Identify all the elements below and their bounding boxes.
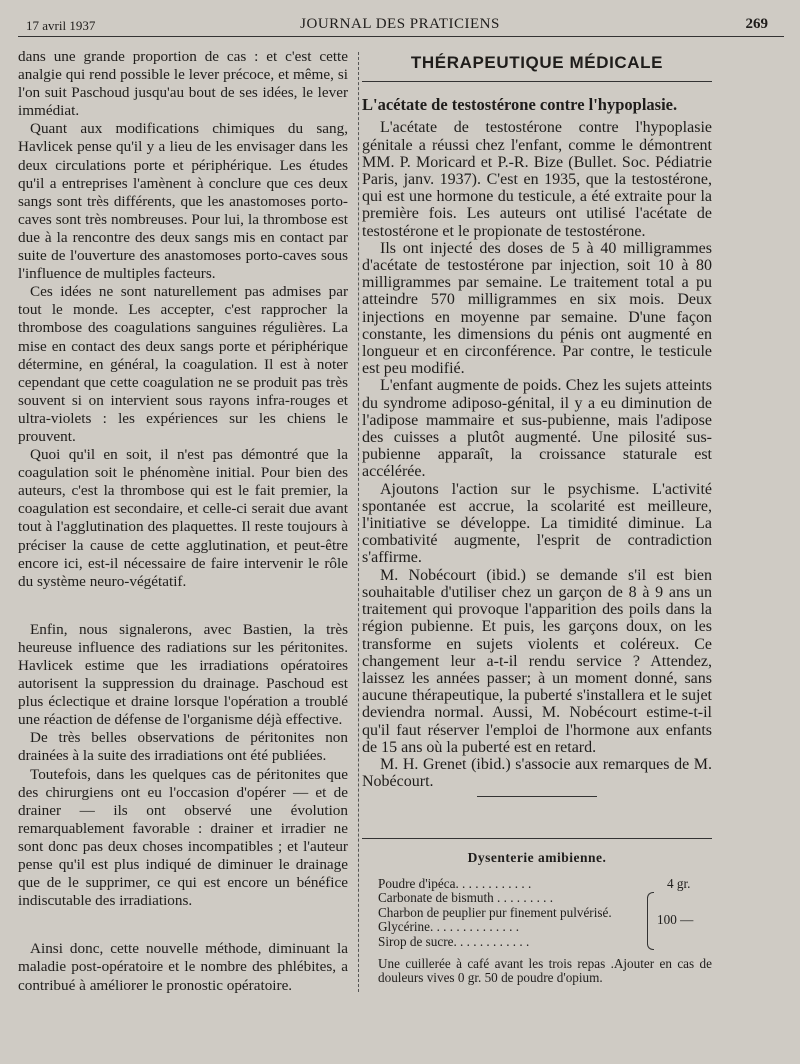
prescription-note: Une cuillerée à café avant les trois repas .Ajouter en cas de douleurs vives 0 gr. 50 de poudre d'opium. (378, 955, 712, 986)
left-paragraph: Toutefois, dans les quelques cas de péritonites que des chirurgiens ont eu l'occasion d'opérer — et de drainer — ils ont observé une évolution remarquablement favorable : drainer et irradier ne sont donc pas deux choses incompatibles ; et l'auteur pense qu'il est plus indiqué de diminuer le drainage que de le supprimer, ce qui est encore un bénéfice indiscutable des irradiations. (18, 765, 348, 910)
right-paragraph: M. H. Grenet (ibid.) s'associe aux remarques de M. Nobécourt. (362, 755, 712, 791)
article-end-rule (477, 796, 597, 797)
left-paragraph: Ainsi donc, cette nouvelle méthode, diminuant la maladie post-opératoire et le nombre des phlébites, a contribué à améliorer le pronostic opératoire. (18, 940, 348, 994)
right-column (362, 54, 712, 797)
right-paragraph: L'enfant augmente de poids. Chez les sujets atteints du syndrome adiposo-génital, il y a eu diminution de l'adipose mammaire et sus-pubienne, mais l'adipose des cuisses a plutôt augmenté. Une pilosité sus-pubienne apparaît, la croissance staturale est accélérée. (362, 377, 712, 481)
left-column (18, 48, 348, 995)
prescription-box (362, 838, 712, 986)
left-paragraph: dans une grande proportion de cas : et c'est cette analgie qui rend possible le lever précoce, et même, si l'on suit Paschoud jusqu'au bout de ses idées, le lever immédiat. (18, 48, 348, 120)
quantity-ipeca: 4 gr. (667, 875, 691, 891)
page-number: 269 (745, 16, 768, 32)
section-rubric: THÉRAPEUTIQUE MÉDICALE (410, 53, 664, 72)
grouping-brace (647, 892, 654, 950)
prescription-row: Sirop de sucre. . . . . . . . . . . . (378, 933, 530, 949)
column-divider (358, 52, 359, 992)
left-paragraph: Quant aux modifications chimiques du sang, Havlicek pense qu'il y a lieu de les envisager dans les deux circulations porte et périphérique. Les études qu'il a entreprises l'amènent à conclure que ces deux sangs sont très différents, que les anastomoses porto-caves sont très nombreuses. Pour lui, la thrombose est due à la rencontre des deux sangs mis en contact par suite de l'ouverture des anastomoses porto-caves sous l'influence de multiples facteurs. (18, 120, 348, 283)
prescription-title: Dysenterie amibienne. (467, 850, 607, 865)
left-paragraph: Ces idées ne sont naturellement pas admises par tout le monde. Les accepter, c'est rapprocher la thrombose des coagulations sanguines régulières. La mise en contact des deux sangs porte et périphérique détermine, en général, la coagulation. Il est à noter cependant que cette coagulation ne se produit pas très souvent si on intervient sous rayons infra-rouges et ultra-violets : les expériences sur les chiens le prouvent. (18, 283, 348, 445)
left-paragraph: De très belles observations de péritonites non drainées à la suite des irradiations ont été publiées. (18, 729, 348, 765)
prescription-row: Carbonate de bismuth . . . . . . . . . (378, 890, 554, 906)
left-paragraph: Enfin, nous signalerons, avec Bastien, la très heureuse influence des radiations sur les péritonites. Havlicek estime que les irradiations opératoires autorisent la suppression du drainage. Paschoud est plus éclectique et draine lorsque l'opération a troublé une réaction de défense de l'organisme déjà effective. (18, 620, 348, 729)
rubric-rule (362, 81, 712, 82)
box-rule (362, 838, 712, 839)
right-paragraph: L'acétate de testostérone contre l'hypoplasie génitale a réussi chez l'enfant, comme le démontrent MM. P. Moricard et P.-R. Bize (Bullet. Soc. Pédiatrie Paris, janv. 1937). C'est en 1935, que la testostérone, qui est une hormone du testicule, a été extraite pour la première fois. Les auteurs ont utilisé l'acétate de testostérone et le propionate de testostérone. (362, 119, 712, 240)
issue-date: 17 avril 1937 (26, 18, 96, 33)
article-title: L'acétate de testostérone contre l'hypoplasie. (362, 95, 678, 115)
left-paragraph: Quoi qu'il en soit, il n'est pas démontré que la coagulation soit le phénomène initial. Pour bien des auteurs, c'est la thrombose qui est le fait premier, la coagulation est secondaire, et celle-ci serait due avant tout à l'agglutination des plaquettes. Il reste toujours à préciser la cause de cette agglutination, et peut-être encore ici, est-il nécessaire de faire intervenir le rôle du système neuro-végétatif. (18, 446, 348, 590)
prescription-row: Poudre d'ipéca. . . . . . . . . . . . (378, 875, 532, 891)
quantity-group: 100 — (657, 911, 694, 927)
right-paragraph: M. Nobécourt (ibid.) se demande s'il est bien souhaitable d'utiliser chez un garçon de 8 à 9 ans un traitement qui provoque l'apparition des poils dans la région pubienne. Et puis, les garçons doux, on les transforme en sujets violents et coléreux. Ce changement leur a-t-il rendu service ? Attendez, laissez les années passer; à un moment donné, sans aucune thérapeutique, la puberté s'installera et le sujet deviendra normal. Aussi, M. Nobécourt estime-t-il qu'il faut réserver l'emploi de l'hormone aux enfants de 15 ans où la puberté est en retard. (362, 566, 712, 756)
prescription-row: Charbon de peuplier pur finement pulvérisé. (378, 904, 612, 920)
journal-title: JOURNAL DES PRATICIENS (300, 16, 500, 32)
header-rule (18, 36, 784, 37)
prescription-row: Glycérine. . . . . . . . . . . . . . (378, 919, 520, 935)
prescription-list (362, 877, 712, 949)
right-paragraph: Ajoutons l'action sur le psychisme. L'activité spontanée est accrue, la scolarité est meilleure, l'initiative se développe. La timidité diminue. La combativité augmente, l'esprit de contradiction s'affirme. (362, 480, 712, 567)
running-header (0, 14, 800, 36)
right-paragraph: Ils ont injecté des doses de 5 à 40 milligrammes d'acétate de testostérone par injection, soit 10 à 80 milligrammes par semaine. Le traitement total a pu atteindre 570 milligrammes en six mois. Deux injections en moyenne par semaine. D'une façon constante, les dimensions du pénis ont augmenté en longueur et en circonférence. Par contre, le testicule est peu modifié. (362, 239, 712, 378)
